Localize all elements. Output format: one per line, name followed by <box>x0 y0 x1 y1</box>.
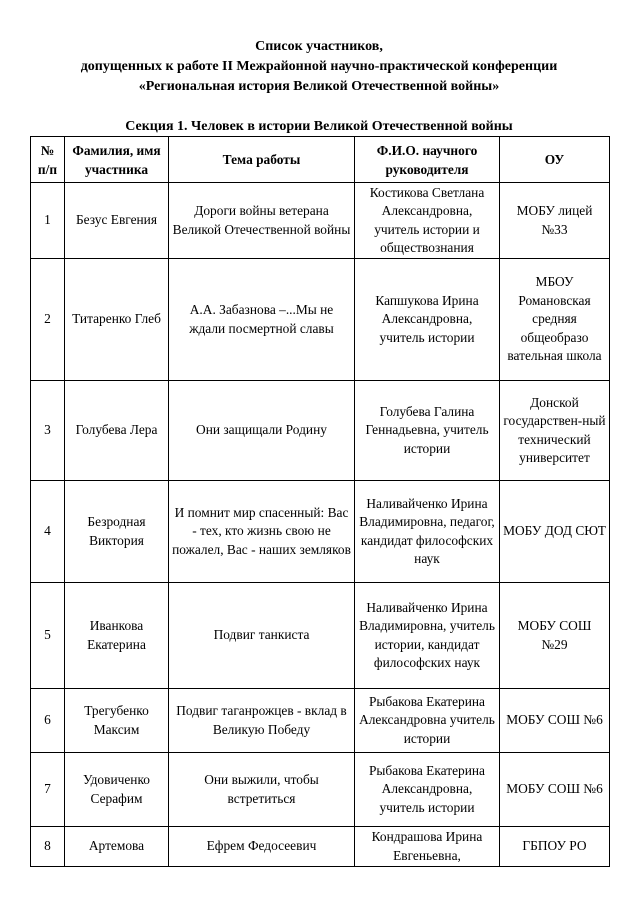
participant-name: Иванкова Екатерина <box>65 583 169 689</box>
school-name: МОБУ СОШ №29 <box>500 583 610 689</box>
supervisor-name: Рыбакова Екатерина Александровна, учитель истории <box>355 753 500 827</box>
section-title: Секция 1. Человек в истории Великой Отечественной войны <box>125 119 513 134</box>
table-row <box>31 583 610 689</box>
supervisor-name: Голубева Галина Геннадьевна, учитель истории <box>355 381 500 481</box>
row-number: 7 <box>31 753 65 827</box>
column-header-supervisor: Ф.И.О. научного руководителя <box>355 137 500 183</box>
supervisor-name: Костикова Светлана Александровна, учитель истории и обществознания <box>355 183 500 259</box>
school-name: МОБУ лицей №33 <box>500 183 610 259</box>
table-row <box>31 827 610 867</box>
participant-name: Удовиченко Серафим <box>65 753 169 827</box>
supervisor-name: Наливайченко Ирина Владимировна, учитель истории, кандидат философских наук <box>355 583 500 689</box>
participant-name: Голубева Лера <box>65 381 169 481</box>
school-name: МБОУ Романовская средняя общеобразо вательная школа <box>500 259 610 381</box>
participant-name: Безус Евгения <box>65 183 169 259</box>
column-header-number: № п/п <box>31 137 65 183</box>
work-topic: И помнит мир спасенный: Вас - тех, кто жизнь свою не пожалел, Вас - наших земляков <box>169 481 355 583</box>
school-name: ГБПОУ РО <box>500 827 610 867</box>
work-topic: Они выжили, чтобы встретиться <box>169 753 355 827</box>
row-number: 6 <box>31 689 65 753</box>
work-topic: Подвиг танкиста <box>169 583 355 689</box>
row-number: 4 <box>31 481 65 583</box>
participant-name: Артемова <box>65 827 169 867</box>
school-name: Донской государствен-ный технический университет <box>500 381 610 481</box>
work-topic: Подвиг таганрожцев - вклад в Великую Победу <box>169 689 355 753</box>
participant-name: Титаренко Глеб <box>65 259 169 381</box>
table-row <box>31 259 610 381</box>
supervisor-name: Рыбакова Екатерина Александровна учитель истории <box>355 689 500 753</box>
column-header-topic: Тема работы <box>169 137 355 183</box>
row-number: 3 <box>31 381 65 481</box>
supervisor-name: Наливайченко Ирина Владимировна, педагог, кандидат философских наук <box>355 481 500 583</box>
table-row <box>31 689 610 753</box>
row-number: 5 <box>31 583 65 689</box>
table-row <box>31 753 610 827</box>
work-topic: А.А. Забазнова –...Мы не ждали посмертной славы <box>169 259 355 381</box>
work-topic: Дороги войны ветерана Великой Отечественной войны <box>169 183 355 259</box>
participants-table <box>30 136 610 867</box>
participant-name: Безродная Виктория <box>65 481 169 583</box>
row-number: 2 <box>31 259 65 381</box>
school-name: МОБУ ДОД СЮТ <box>500 481 610 583</box>
work-topic: Ефрем Федосеевич <box>169 827 355 867</box>
column-header-participant: Фамилия, имя участника <box>65 137 169 183</box>
document-header <box>0 37 638 97</box>
row-number: 8 <box>31 827 65 867</box>
work-topic: Они защищали Родину <box>169 381 355 481</box>
header-title: Список участников, <box>255 39 383 54</box>
header-conference-line: допущенных к работе II Межрайонной научно-практической конференции <box>80 59 558 74</box>
header-conference-name: «Региональная история Великой Отечественной войны» <box>138 79 500 94</box>
row-number: 1 <box>31 183 65 259</box>
table-row <box>31 481 610 583</box>
table-row <box>31 183 610 259</box>
participant-name: Трегубенко Максим <box>65 689 169 753</box>
supervisor-name: Капшукова Ирина Александровна, учитель истории <box>355 259 500 381</box>
supervisor-name: Кондрашова Ирина Евгеньевна, <box>355 827 500 867</box>
table-header-row <box>31 137 610 183</box>
school-name: МОБУ СОШ №6 <box>500 689 610 753</box>
table-row <box>31 381 610 481</box>
school-name: МОБУ СОШ №6 <box>500 753 610 827</box>
column-header-school: ОУ <box>500 137 610 183</box>
